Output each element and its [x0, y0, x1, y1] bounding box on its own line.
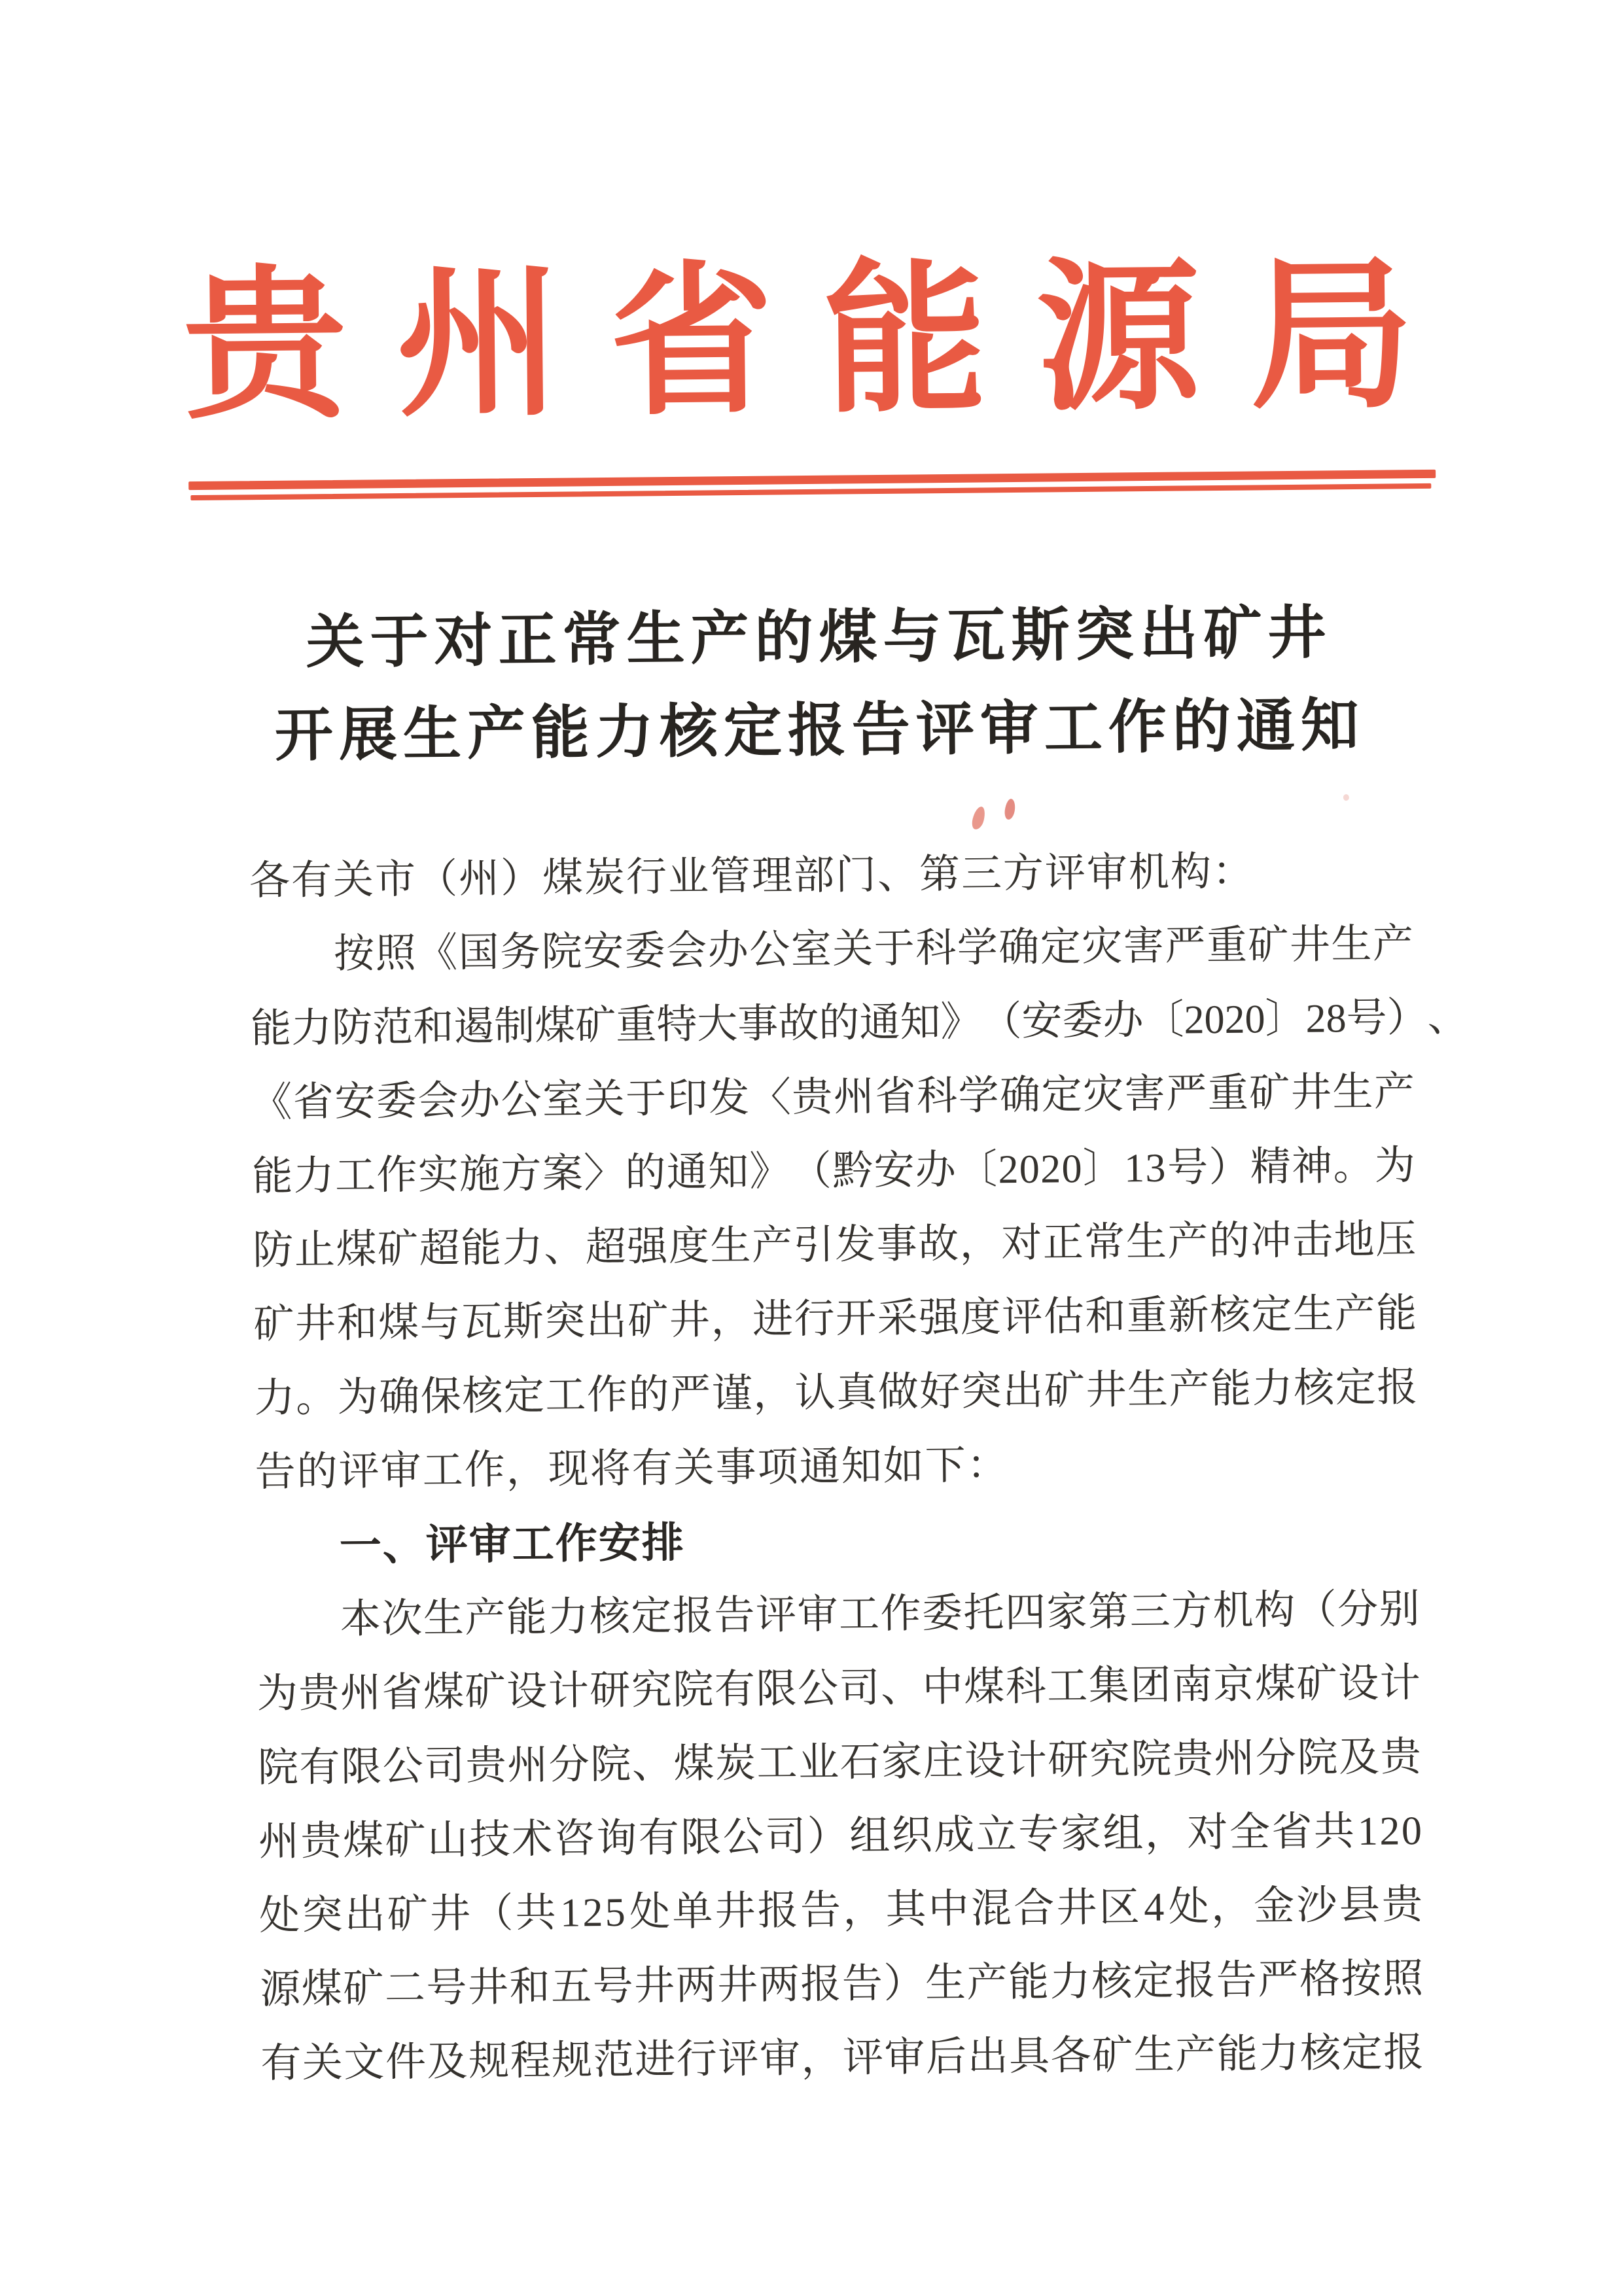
document-title-line-2: 开展生产能力核定报告评审工作的通知	[274, 693, 1366, 769]
body-line: 告的评审工作，现将有关事项通知如下：	[255, 1443, 1010, 1495]
body-line: 院 有 限 公 司 贵 州 分 院 、 煤 炭 工 业 石 家 庄 设 计 研 究 院 贵 州 分 院 及 贵	[257, 1735, 1422, 1791]
body-line: 矿 井 和 煤 与 瓦 斯 突 出 矿 井 ， 进 行 开 采 强 度 评 估 和 重 新 核 定 生 产 能	[253, 1291, 1417, 1348]
body-line: 按 照 《 国 务 院 安 委 会 办 公 室 关 于 科 学 确 定 灾 害 严 重 矿 井 生 产	[333, 922, 1414, 977]
body-line: 源 煤 矿 二 号 井 和 五 号 井 两 井 两 报 告 ） 生 产 能 力 核 定 报 告 严 格 按 照	[259, 1957, 1424, 2013]
body-line: 《 省 安 委 会 办 公 室 关 于 印 发 〈 贵 州 省 科 学 确 定 灾 害 严 重 矿 井 生 产	[251, 1070, 1415, 1126]
body-paragraphs	[249, 833, 1468, 2101]
document-title	[0, 584, 1621, 786]
body-line: 州 贵 煤 矿 山 技 术 咨 询 有 限 公 司 ） 组 织 成 立 专 家 组 ， 对 全 省 共 1 2 0	[258, 1809, 1422, 1865]
red-ink-smudge	[970, 805, 987, 831]
agency-masthead: 贵 州 省 能 源 局	[182, 246, 1415, 440]
body-line: 防 止 煤 矿 超 能 力 、 超 强 度 生 产 引 发 事 故 ， 对 正 常 生 产 的 冲 击 地 压	[253, 1217, 1417, 1274]
body-line: 能 力 工 作 实 施 方 案 〉 的 通 知 》 （ 黔 安 办 〔 2 0 2 0 〕 1 3 号 ） 精 神 。 为	[252, 1143, 1416, 1200]
body-line: 本 次 生 产 能 力 核 定 报 告 评 审 工 作 委 托 四 家 第 三 方 机 构 （ 分 别	[340, 1587, 1421, 1642]
body-line: 有 关 文 件 及 规 程 规 范 进 行 评 审 ， 评 审 后 出 具 各 矿 生 产 能 力 核 定 报	[260, 2030, 1424, 2087]
body-line: 力 。 为 确 保 核 定 工 作 的 严 谨 ， 认 真 做 好 突 出 矿 井 生 产 能 力 核 定 报	[254, 1365, 1418, 1421]
body-line: 能 力 防 范 和 遏 制 煤 矿 重 特 大 事 故 的 通 知 》 （ 安 委 办 〔 2 0 2 0 〕 2 8 号 ） 、	[250, 995, 1468, 1052]
red-ink-dot	[1343, 794, 1349, 801]
document-title-line-1: 关于对正常生产的煤与瓦斯突出矿井	[306, 601, 1332, 676]
section-heading: 一、评审工作安排	[339, 1518, 686, 1569]
red-ink-smudge	[1004, 798, 1016, 820]
body-line: 处 突 出 矿 井 （ 共 1 2 5 处 单 井 报 告 ， 其 中 混 合 井 区 4 处 ， 金 沙 县 贵	[258, 1883, 1423, 1939]
body-line: 为 贵 州 省 煤 矿 设 计 研 究 院 有 限 公 司 、 中 煤 科 工 集 团 南 京 煤 矿 设 计	[256, 1661, 1421, 1717]
salutation: 各有关市（州）煤炭行业管理部门、第三方评审机构：	[249, 849, 1255, 904]
